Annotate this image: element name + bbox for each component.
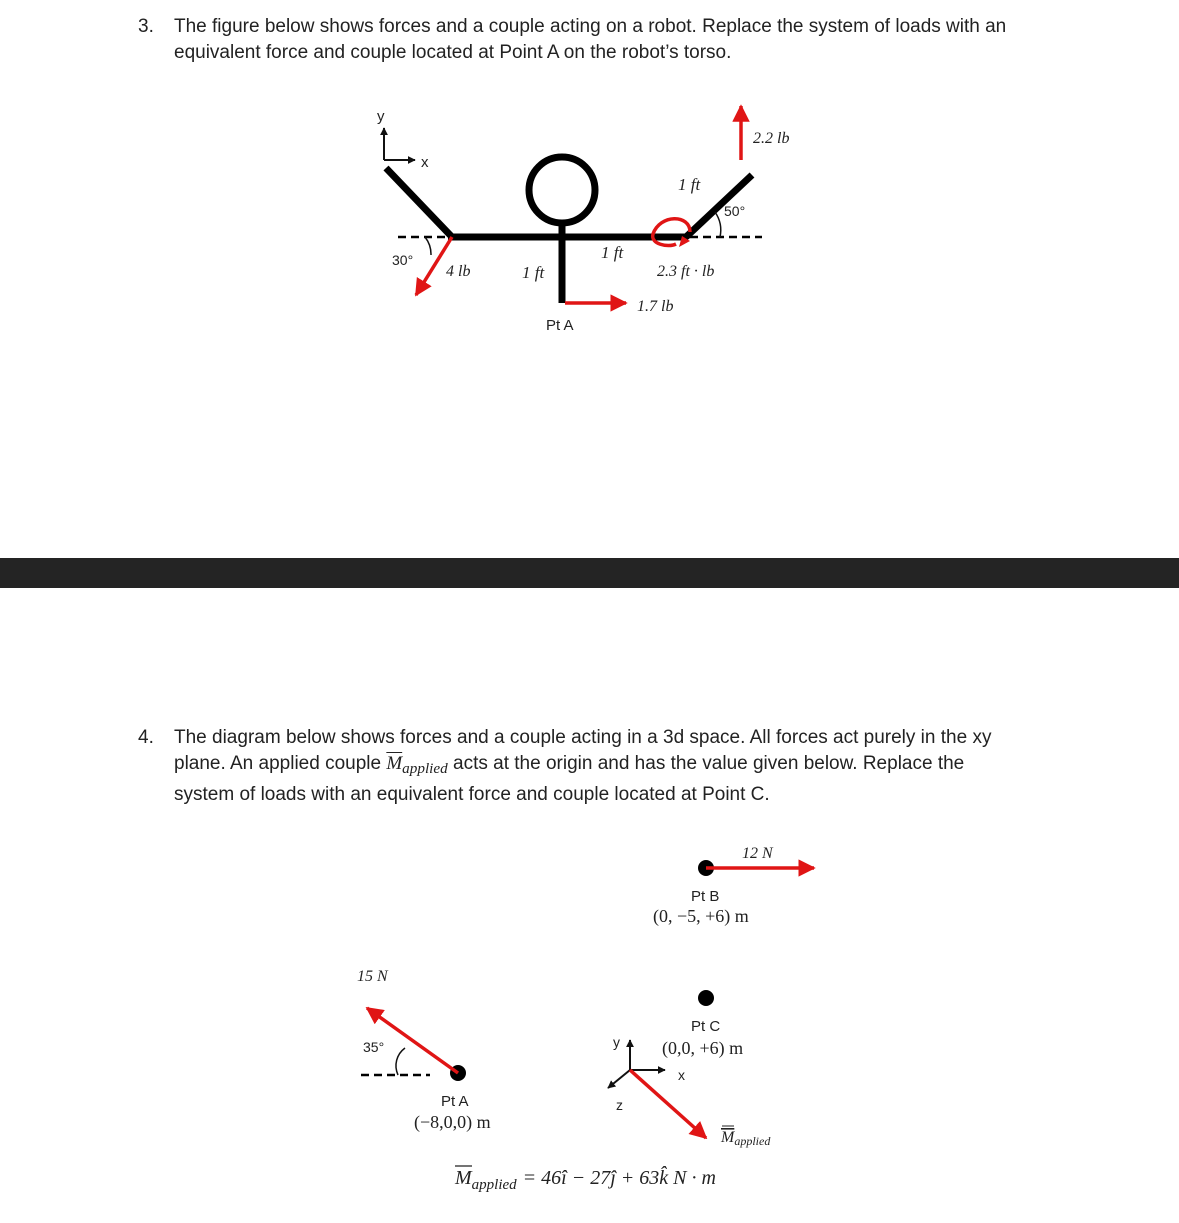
q4-label-pt-b-coords: (0, −5, +6) m: [653, 906, 749, 926]
q3-axes: [377, 108, 429, 171]
left-arm: [386, 168, 452, 237]
q3-label-couple: 2.3 ft · lb: [657, 263, 715, 280]
q4-line-1: The diagram below shows forces and a couple acting in a 3d space. All forces act purely in the xy: [174, 727, 992, 748]
q4-label-15n: 15 N: [357, 968, 388, 985]
q4-label-pt-a-coords: (−8,0,0) m: [414, 1112, 491, 1132]
q4-3d-figure: [0, 820, 1179, 1223]
q4-label-pt-c: Pt C: [691, 1018, 721, 1035]
q4-line-2: plane. An applied couple $\overline{M}_{applied}$ acts at the origin and has the value given below. Replace the: [174, 753, 965, 777]
q3-angle-arc-right: [715, 212, 721, 237]
q4-m-applied-arrow: [630, 1070, 706, 1138]
q4-label-pt-b: Pt B: [691, 888, 720, 905]
q3-angle-arc-left: [425, 237, 431, 255]
q3-label-4lb: 4 lb: [446, 263, 471, 280]
q3-axis-x-label: x: [421, 154, 429, 171]
q4-number: 4.: [138, 727, 154, 748]
q3-number: 3.: [138, 16, 154, 37]
q4-line-3: system of loads with an equivalent force and couple located at Point C.: [174, 784, 770, 805]
page-divider: [0, 558, 1179, 588]
q3-line-1: The figure below shows forces and a couple acting on a robot. Replace the system of loads with an: [174, 16, 1007, 37]
q4-axis-z-label: z: [616, 1097, 623, 1113]
q4-label-12n: 12 N: [742, 845, 773, 862]
q4-axis-x-label: x: [678, 1067, 685, 1083]
q4-statement: [174, 725, 1054, 808]
q3-label-pt-a: Pt A: [546, 317, 574, 334]
q4-axis-y-label: y: [613, 1034, 620, 1050]
robot-head: [529, 157, 595, 223]
q3-label-50deg: 50°: [724, 203, 746, 219]
q4-label-pt-a: Pt A: [441, 1093, 469, 1110]
q3-line-2: equivalent force and couple located at Point A on the robot’s torso.: [174, 42, 732, 63]
q4-m-subscript: applied: [402, 760, 448, 777]
q4-point-c: [698, 990, 714, 1006]
q4-angle-arc: [396, 1048, 405, 1075]
q3-label-1ft-torso: 1 ft: [522, 263, 545, 282]
q3-label-30deg: 30°: [392, 252, 414, 268]
q4-label-pt-c-coords: (0,0, +6) m: [662, 1038, 744, 1058]
q3-label-1.7lb: 1.7 lb: [637, 298, 674, 315]
q4-equation: $M_{applied}$ = 46î − 27ĵ + 63k̂ N · m: [455, 1167, 716, 1193]
q3-axis-y-label: y: [377, 108, 385, 125]
q3-label-1ft-shoulder: 1 ft: [601, 243, 624, 262]
q4-m-symbol: $\overline{M}$: [386, 753, 403, 774]
q3-label-1ft-arm: 1 ft: [678, 175, 701, 194]
q3-label-2.2lb: 2.2 lb: [753, 130, 790, 147]
q4-label-m-applied: Mapplied: [721, 1129, 771, 1148]
q3-robot-figure: [0, 0, 1179, 560]
q4-label-35deg: 35°: [363, 1039, 385, 1055]
